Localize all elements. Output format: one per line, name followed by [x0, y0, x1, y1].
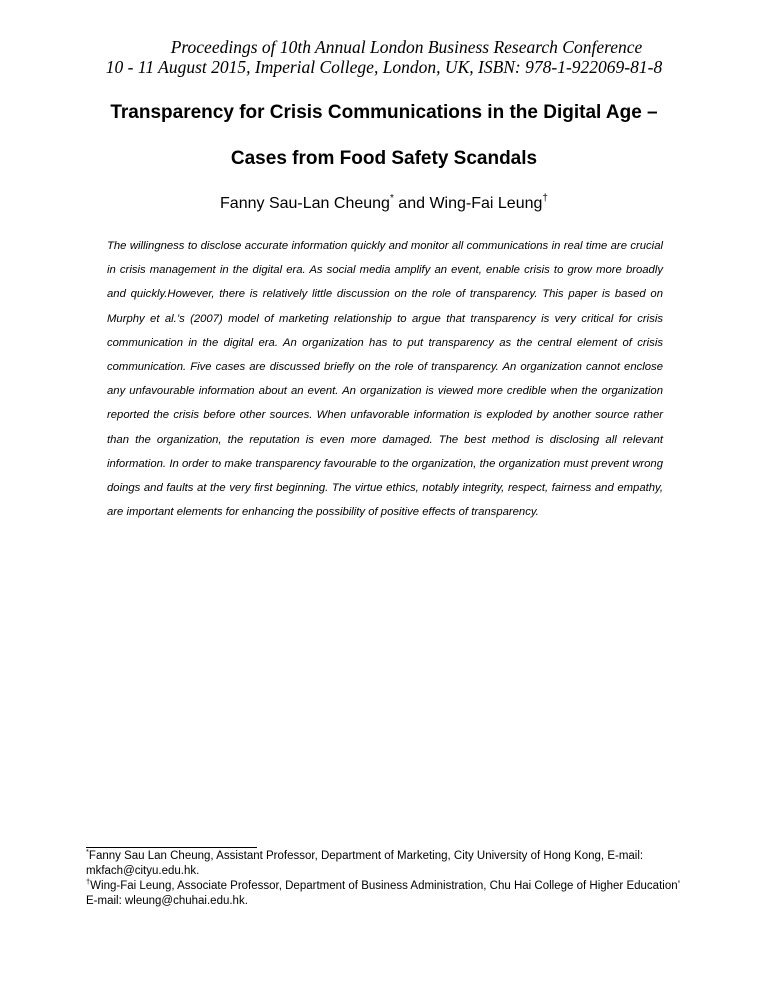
- footnotes: [86, 849, 686, 909]
- footnote-marker: *: [86, 847, 89, 856]
- footnote-divider: [86, 847, 257, 848]
- footnote-marker: †: [86, 877, 91, 886]
- running-header-line-1: Proceedings of 10th Annual London Business Research Conference: [170, 37, 643, 57]
- paper-title-line-2: Cases from Food Safety Scandals: [230, 148, 538, 169]
- author-line: [0, 193, 768, 215]
- author-name: Wing-Fai Leung: [429, 195, 543, 212]
- footnote-1: [86, 849, 686, 879]
- paper-title-line-1: Transparency for Crisis Communications in the Digital Age –: [110, 102, 658, 123]
- footnote-2: [86, 879, 686, 909]
- abstract: The willingness to disclose accurate information quickly and monitor all communications in real time are crucial in crisis management in the digital era. As social media amplify an event, enable crisis to grow more broadly and quickly.However, there is relatively little discussion on the role of transparency. This paper is based on Murphy et al.’s (2007) model of marketing relationship to argue that transparency is very critical for crisis communication in the digital era. An organization has to put transparency as the central element of crisis communication. Five cases are discussed briefly on the role of transparency. An organization cannot enclose any unfavourable information about an event. An organization is viewed more credible when the organization reported the crisis before other sources. When unfavorable information is exploded by another source rather than the organization, the reputation is even more damaged. The best method is disclosing all relevant information. In order to make transparency favourable to the organization, the organization must prevent wrong doings and faults at the very first beginning. The virtue ethics, notably integrity, respect, fairness and empathy, are important elements for enhancing the possibility of positive effects of transparency.: [107, 240, 663, 519]
- author-connector: and: [393, 195, 430, 212]
- running-header-line-2: 10 - 11 August 2015, Imperial College, London, UK, ISBN: 978-1-922069-81-8: [105, 57, 663, 77]
- author-name: Fanny Sau-Lan Cheung: [220, 195, 390, 212]
- footnote-text: Wing-Fai Leung, Associate Professor, Department of Business Administration, Chu Hai College of Higher Education’ E-mail: wleung@chuhai.edu.hk.: [86, 880, 680, 907]
- footnote-marker: †: [542, 193, 548, 204]
- footnote-marker: *: [389, 193, 394, 204]
- footnote-text: Fanny Sau Lan Cheung, Assistant Professor, Department of Marketing, City University of Hong Kong, E-mail: mkfach@cityu.edu.hk.: [86, 850, 644, 877]
